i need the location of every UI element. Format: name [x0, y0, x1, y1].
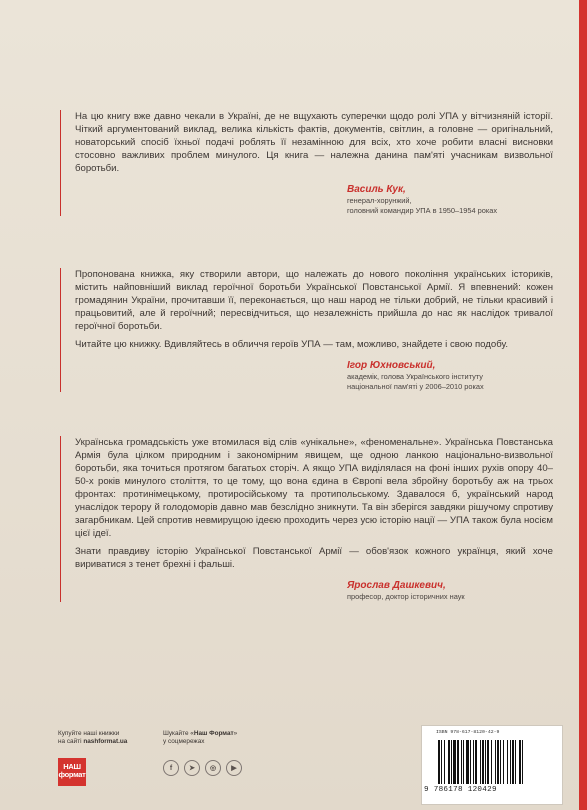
- barcode-box: [421, 725, 563, 805]
- quote-block-kuk: [60, 110, 553, 216]
- isbn-label: ISBN 978-617-8120-42-9: [436, 730, 500, 735]
- barcode-bar: [475, 740, 477, 784]
- barcode-bar: [503, 740, 504, 784]
- social-brand: Наш Формат: [193, 730, 234, 737]
- author-name: Василь Кук,: [347, 184, 406, 195]
- author-role: професор, доктор історичних наук: [347, 592, 465, 601]
- quote-signature: [347, 579, 553, 602]
- barcode-bar: [451, 740, 452, 784]
- barcode-bar: [482, 740, 484, 784]
- barcode-bar: [463, 740, 464, 784]
- barcode-bar: [522, 740, 523, 784]
- buy-info: [58, 730, 127, 746]
- social-icons: [163, 760, 242, 776]
- quote-signature: [347, 359, 553, 392]
- barcode-bar: [487, 740, 489, 784]
- logo-text: НАШ: [63, 762, 81, 771]
- barcode-bar: [519, 740, 521, 784]
- publisher-logo: [58, 758, 86, 786]
- barcode-bars: [438, 740, 554, 784]
- youtube-icon[interactable]: ▶: [226, 760, 242, 776]
- barcode-bar: [453, 740, 456, 784]
- barcode-bar: [470, 740, 471, 784]
- author-role: академік, голова Українського інституту: [347, 372, 483, 381]
- buy-line: Купуйте наші книжки: [58, 730, 120, 737]
- buy-line: [58, 738, 127, 746]
- barcode-bar: [510, 740, 511, 784]
- logo-text: формат: [58, 770, 86, 779]
- buy-prefix: на сайті: [58, 738, 84, 745]
- cover-footer: [0, 720, 587, 810]
- quote-block-yukhnovskyi: [60, 268, 553, 392]
- barcode-bar: [500, 740, 501, 784]
- quote-paragraph: Читайте цю книжку. Вдивляйтесь в обличчя героїв УПА — там, можливо, знайдете і свою подобу.: [75, 339, 509, 350]
- barcode-digits: 9 786178 120429: [424, 786, 497, 794]
- barcode-bar: [441, 740, 442, 784]
- author-role: головний командир УПА в 1950–1954 роках: [347, 206, 498, 215]
- spine-red-strip: [579, 0, 587, 810]
- quote-block-dashkevych: [60, 436, 553, 602]
- social-suffix: »: [233, 730, 238, 737]
- barcode-bar: [497, 740, 499, 784]
- barcode-bar: [495, 740, 496, 784]
- telegram-icon[interactable]: ➤: [184, 760, 200, 776]
- quote-signature: [347, 183, 553, 216]
- quote-paragraph: На цю книгу вже давно чекали в Україні, де не вщухають суперечки щодо ролі УПА у вітчизняній історії. Чіткий аргументований виклад, велика кількість фактів, документів, світлин, а головне — оригінальний, новаторський спосіб їхньої подачі роблять її незамінною для всіх, хто хоче робити власні висновки стосовно важливих проблем минулого. Ця книга — належна данина пам'яті учасникам визвольної боротьби.: [75, 111, 553, 174]
- author-role: генерал-хорунжий,: [347, 196, 412, 205]
- author-name: Ярослав Дашкевич,: [347, 580, 446, 591]
- barcode-bar: [507, 740, 508, 784]
- quote-paragraph: Знати правдиву історію Української Повстанської Армії — обов'язок кожного українця, який хоче вириватися з тенет брехні і фальші.: [75, 546, 553, 570]
- social-line: у соцмережах: [163, 738, 205, 745]
- quote-paragraph: Українська громадськість уже втомилася від слів «унікальне», «феноменальне». Українська Повстанська Армія була цілком природним і закономірним явищем, ще одною ланкою національно-визвольної боротьби, яка точиться протягом багатьох сторіч. А якщо УПА виділялася на фоні інших рухів опору 40–50-х років минулого століття, то це тому, що вона єдина в Європі вела збройну боротьбу аж на трьох фронтах: протинімецькому, протиросійському та протипольському. Здавалося б, український народ унаслідок терору й голодоморів давно мав безслідно зникнути. Та він зберігся завдяки рішучому спротиву загарбникам. Цей спротив невмирущою ідеєю проходить через усю історію нації — УПА також була носієм цієї ідеї.: [75, 437, 553, 539]
- barcode-bar: [444, 740, 445, 784]
- quote-paragraph: Пропонована книжка, яку створили автори, що належать до нового покоління українських істориків, містить найповніший виклад героїчної боротьби Української Повстанської Армії. Я впевнений: кожен громадянин України, прочитавши її, переконається, що наш народ не тільки добрий, не тільки красивий і працьовитий, але й героїчний; пересвідчиться, що незалежність прийшла до нас як наслідок тривалої героїчної боротьби.: [75, 269, 553, 332]
- barcode-bar: [515, 740, 516, 784]
- barcode-bar: [457, 740, 459, 784]
- instagram-icon[interactable]: ◎: [205, 760, 221, 776]
- barcode-bar: [491, 740, 492, 784]
- barcode-bar: [512, 740, 514, 784]
- social-prefix: Шукайте «: [163, 730, 194, 737]
- barcode-bar: [448, 740, 450, 784]
- barcode-bar: [480, 740, 481, 784]
- facebook-icon[interactable]: f: [163, 760, 179, 776]
- author-role: національної пам'яті у 2006–2010 роках: [347, 382, 484, 391]
- barcode-bar: [461, 740, 462, 784]
- social-info: [163, 730, 237, 746]
- barcode-bar: [466, 740, 469, 784]
- social-line: [163, 730, 237, 738]
- barcode-bar: [485, 740, 486, 784]
- author-name: Ігор Юхновський,: [347, 360, 436, 371]
- barcode-bar: [473, 740, 474, 784]
- website-link[interactable]: nashformat.ua: [83, 738, 128, 745]
- barcode-bar: [438, 740, 440, 784]
